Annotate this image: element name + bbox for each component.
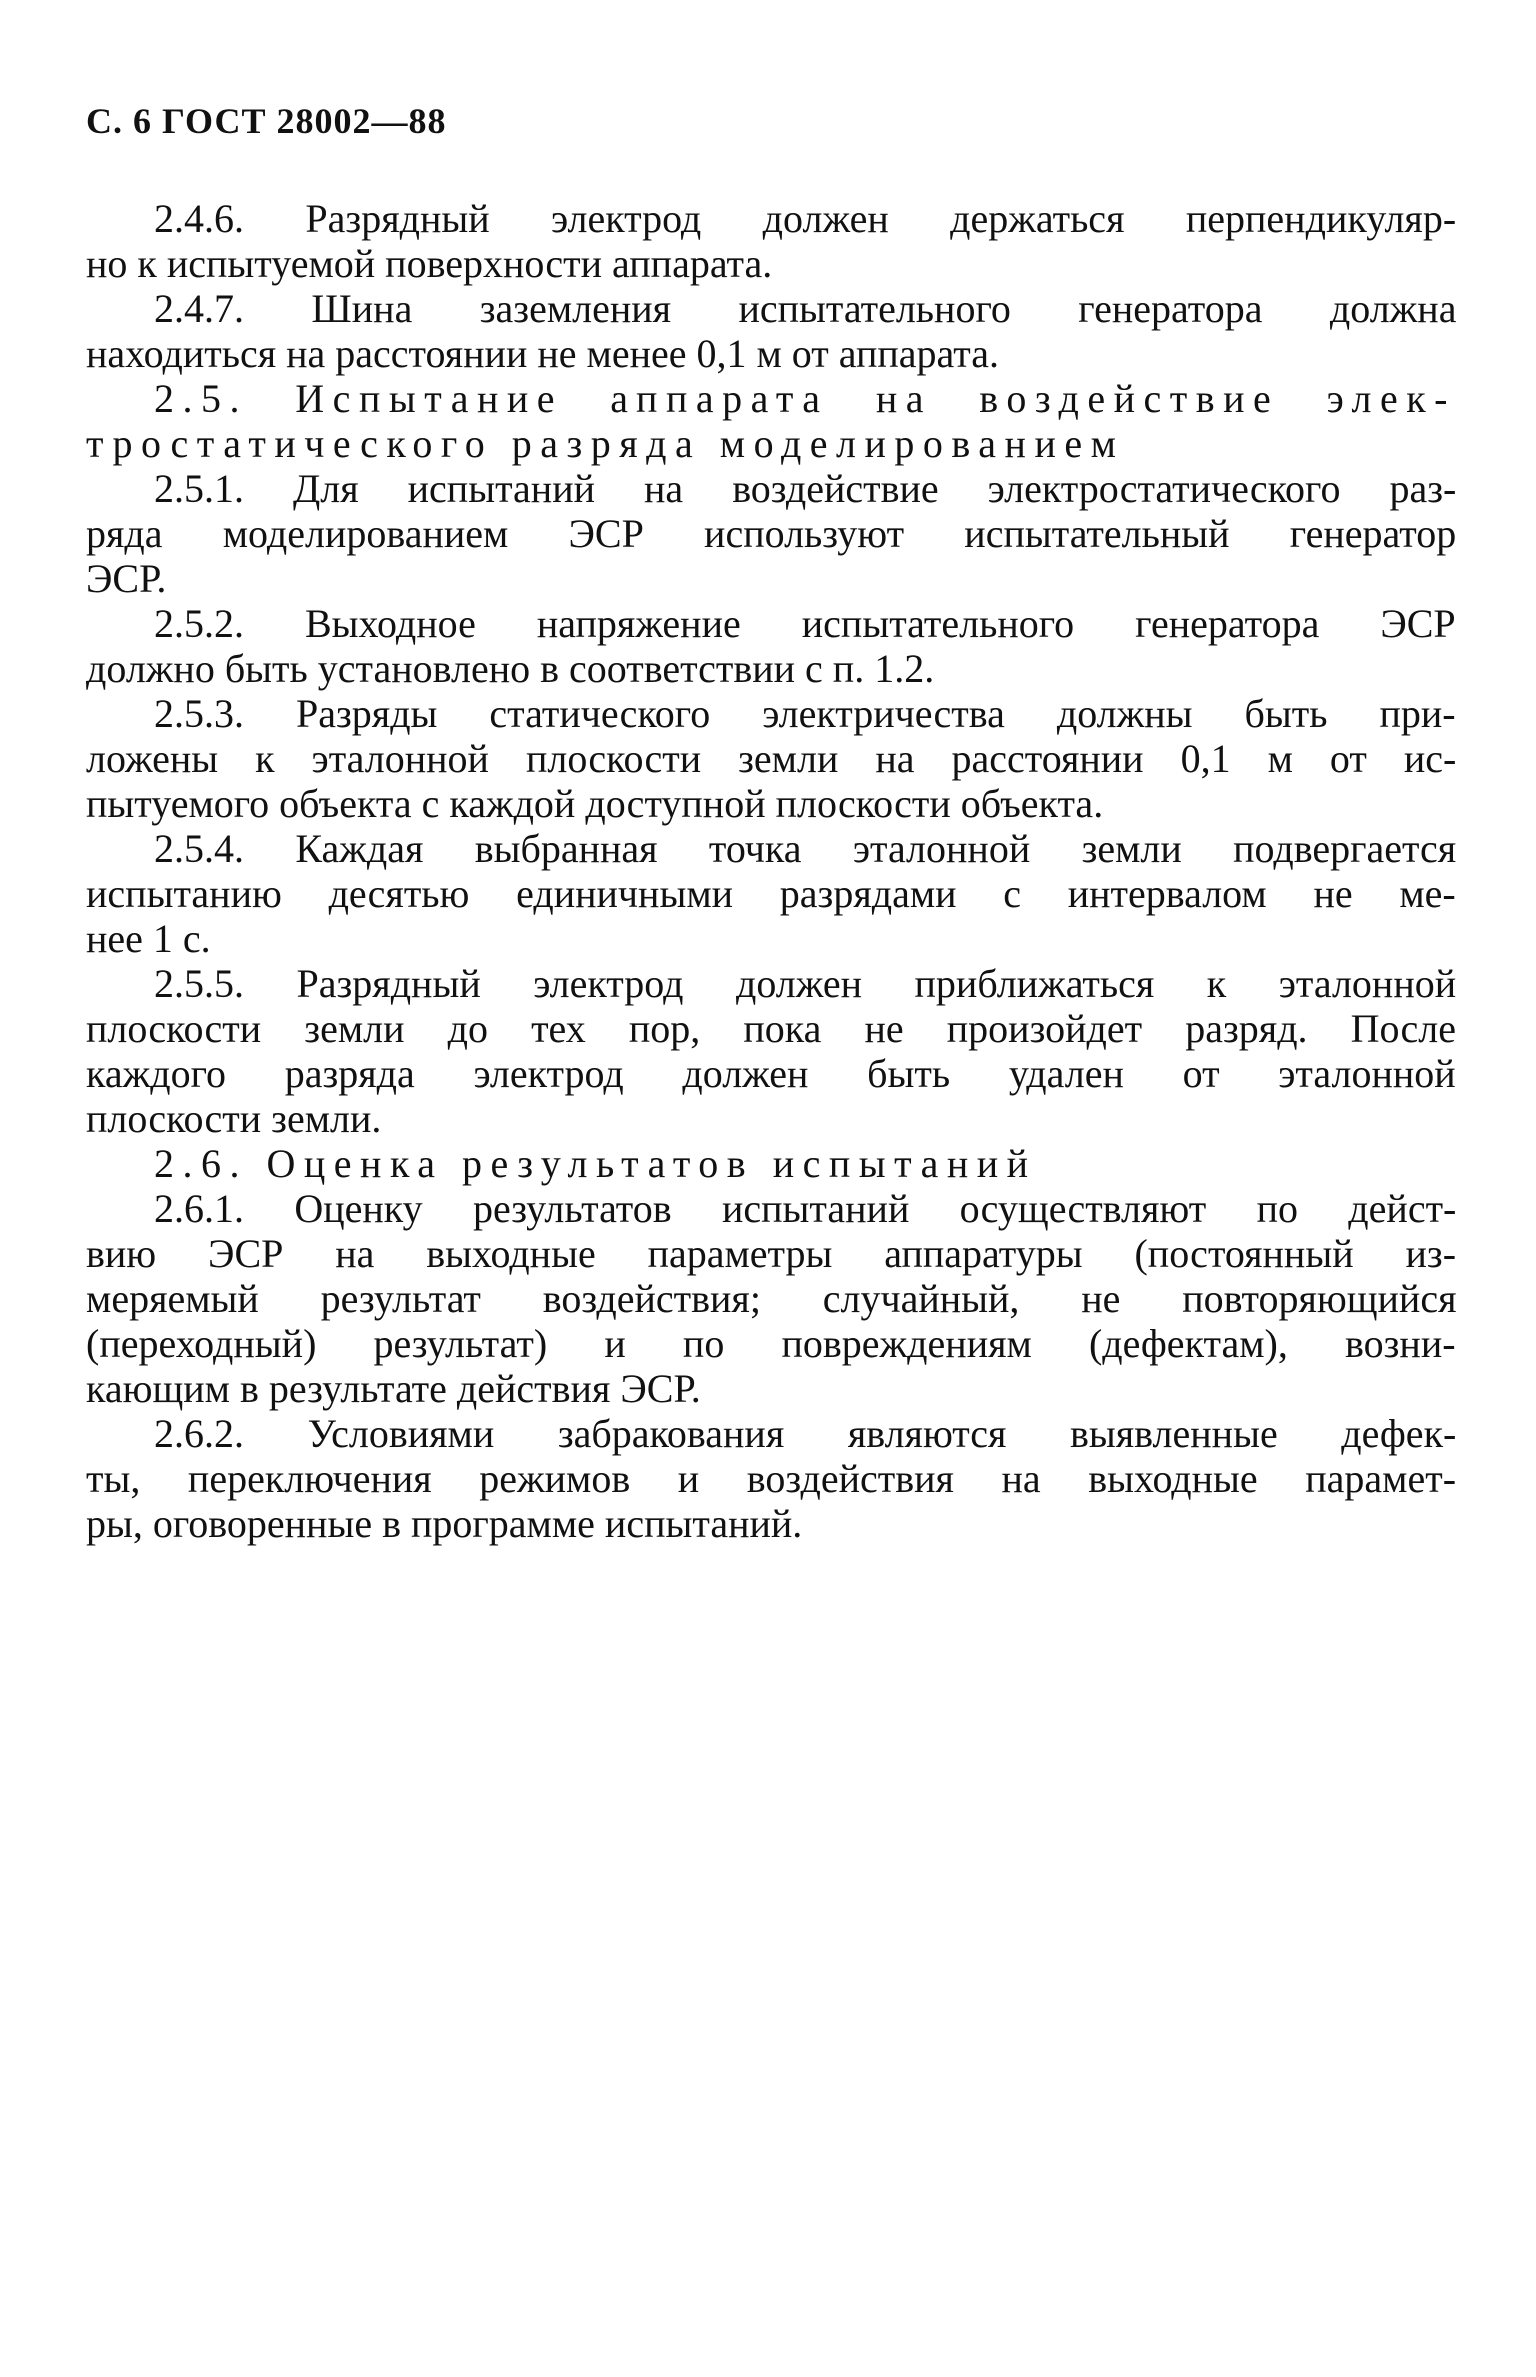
text-line: ЭСР. <box>86 556 167 601</box>
text-line: ложены к эталонной плоскости земли на расстоянии 0,1 м от ис- <box>86 736 1457 781</box>
text-line: 2.5.4. Каждая выбранная точка эталонной земли подвергается <box>154 826 1457 871</box>
text-line: находиться на расстоянии не менее 0,1 м от аппарата. <box>86 331 999 376</box>
text-line: пытуемого объекта с каждой доступной плоскости объекта. <box>86 781 1104 826</box>
section-heading-line: 2.6. Оценка результатов испытаний <box>154 1141 1037 1186</box>
text-line: ряда моделированием ЭСР используют испытательный генератор <box>86 511 1457 556</box>
running-header: С. 6 ГОСТ 28002—88 <box>86 101 447 141</box>
text-line: кающим в результате действия ЭСР. <box>86 1366 701 1411</box>
text-line: плоскости земли до тех пор, пока не произойдет разряд. После <box>86 1006 1457 1051</box>
section-heading-line: тростатического разряда моделированием <box>86 421 1125 466</box>
text-line: вию ЭСР на выходные параметры аппаратуры (постоянный из- <box>86 1231 1457 1276</box>
text-line: 2.5.1. Для испытаний на воздействие электростатического раз- <box>154 466 1457 511</box>
text-line: 2.6.2. Условиями забракования являются выявленные дефек- <box>154 1411 1457 1456</box>
body-text <box>86 196 1456 1546</box>
text-line: 2.5.3. Разряды статического электричества должны быть при- <box>154 691 1456 736</box>
text-line: 2.5.5. Разрядный электрод должен приближаться к эталонной <box>154 961 1457 1006</box>
text-line: 2.5.2. Выходное напряжение испытательного генератора ЭСР <box>154 601 1456 646</box>
text-line: ры, оговоренные в программе испытаний. <box>86 1501 803 1546</box>
text-line: но к испытуемой поверхности аппарата. <box>86 241 773 286</box>
text-line: испытанию десятью единичными разрядами с интервалом не ме- <box>86 871 1456 916</box>
text-line: 2.4.6. Разрядный электрод должен держаться перпендикуляр- <box>154 196 1457 241</box>
text-line: меряемый результат воздействия; случайный, не повторяющийся <box>86 1276 1457 1321</box>
text-line: 2.6.1. Оценку результатов испытаний осуществляют по дейст- <box>154 1186 1457 1231</box>
text-line: каждого разряда электрод должен быть удален от эталонной <box>86 1051 1456 1096</box>
text-line: плоскости земли. <box>86 1096 382 1141</box>
section-heading-line: 2.5. Испытание аппарата на воздействие элек- <box>154 376 1457 421</box>
text-line: (переходный) результат) и по повреждениям (дефектам), возни- <box>86 1321 1456 1366</box>
text-line: должно быть установлено в соответствии с п. 1.2. <box>86 646 935 691</box>
text-line: нее 1 с. <box>86 916 211 961</box>
text-line: ты, переключения режимов и воздействия на выходные парамет- <box>86 1456 1457 1501</box>
text-line: 2.4.7. Шина заземления испытательного генератора должна <box>154 286 1457 331</box>
